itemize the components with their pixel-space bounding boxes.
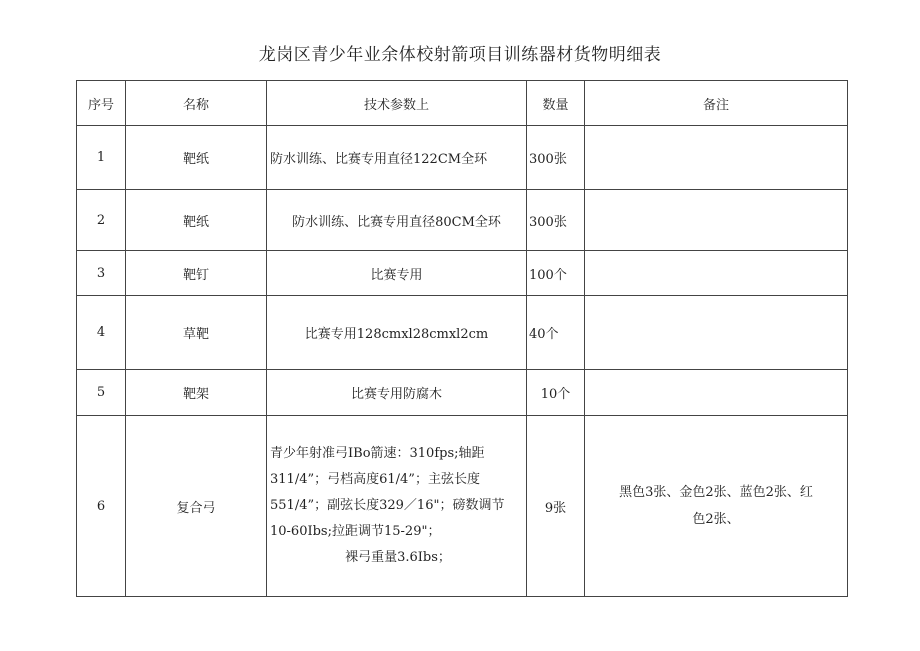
cell-qty: 300张 — [527, 126, 585, 190]
header-qty: 数量 — [527, 81, 585, 126]
cell-spec: 比赛专用128cmxl28cmxl2cm — [267, 296, 527, 370]
header-spec: 技术参数上 — [267, 81, 527, 126]
cell-name: 复合弓 — [126, 416, 267, 597]
cell-spec: 防水训练、比赛专用直径122CM全环 — [267, 126, 527, 190]
cell-name: 草靶 — [126, 296, 267, 370]
spec-line: 311/4”；弓档高度61/4”；主弦长度 — [270, 472, 480, 487]
cell-no: 5 — [77, 370, 126, 416]
cell-qty: 40个 — [527, 296, 585, 370]
cell-name: 靶钉 — [126, 251, 267, 296]
table-row — [77, 416, 848, 597]
goods-detail-table — [76, 80, 848, 597]
document-title: 龙岗区青少年业余体校射箭项目训练器材货物明细表 — [258, 45, 662, 65]
cell-qty: 300张 — [527, 190, 585, 251]
cell-name: 靶架 — [126, 370, 267, 416]
spec-line: 10-60Ibs;拉距调节15-29"； — [270, 524, 441, 539]
header-name: 名称 — [126, 81, 267, 126]
cell-note — [585, 296, 848, 370]
note-line: 色2张、 — [692, 512, 740, 527]
cell-no: 1 — [77, 126, 126, 190]
cell-no: 3 — [77, 251, 126, 296]
cell-note — [585, 416, 848, 597]
table-header-row — [77, 81, 848, 126]
cell-name: 靶纸 — [126, 126, 267, 190]
table-row — [77, 370, 848, 416]
header-note: 备注 — [585, 81, 848, 126]
table-row — [77, 296, 848, 370]
spec-line: 551/4”；副弦长度329／16"；磅数调节 — [270, 498, 505, 513]
cell-name: 靶纸 — [126, 190, 267, 251]
spec-line: 裸弓重量3.6Ibs； — [345, 550, 451, 565]
cell-no: 4 — [77, 296, 126, 370]
cell-note — [585, 126, 848, 190]
cell-no: 6 — [77, 416, 126, 597]
header-no: 序号 — [77, 81, 126, 126]
note-line: 黑色3张、金色2张、蓝色2张、红 — [619, 485, 813, 500]
spec-line: 青少年射准弓IBo箭速：310fps;轴距 — [270, 446, 485, 461]
cell-spec: 比赛专用防腐木 — [267, 370, 527, 416]
cell-note — [585, 251, 848, 296]
cell-note — [585, 370, 848, 416]
table-row — [77, 126, 848, 190]
cell-qty: 9张 — [527, 416, 585, 597]
cell-qty: 100个 — [527, 251, 585, 296]
cell-spec: 防水训练、比赛专用直径80CM全环 — [267, 190, 527, 251]
cell-note — [585, 190, 848, 251]
cell-spec — [267, 416, 527, 597]
cell-qty: 10个 — [527, 370, 585, 416]
table-row — [77, 251, 848, 296]
cell-spec: 比赛专用 — [267, 251, 527, 296]
table-row — [77, 190, 848, 251]
cell-no: 2 — [77, 190, 126, 251]
